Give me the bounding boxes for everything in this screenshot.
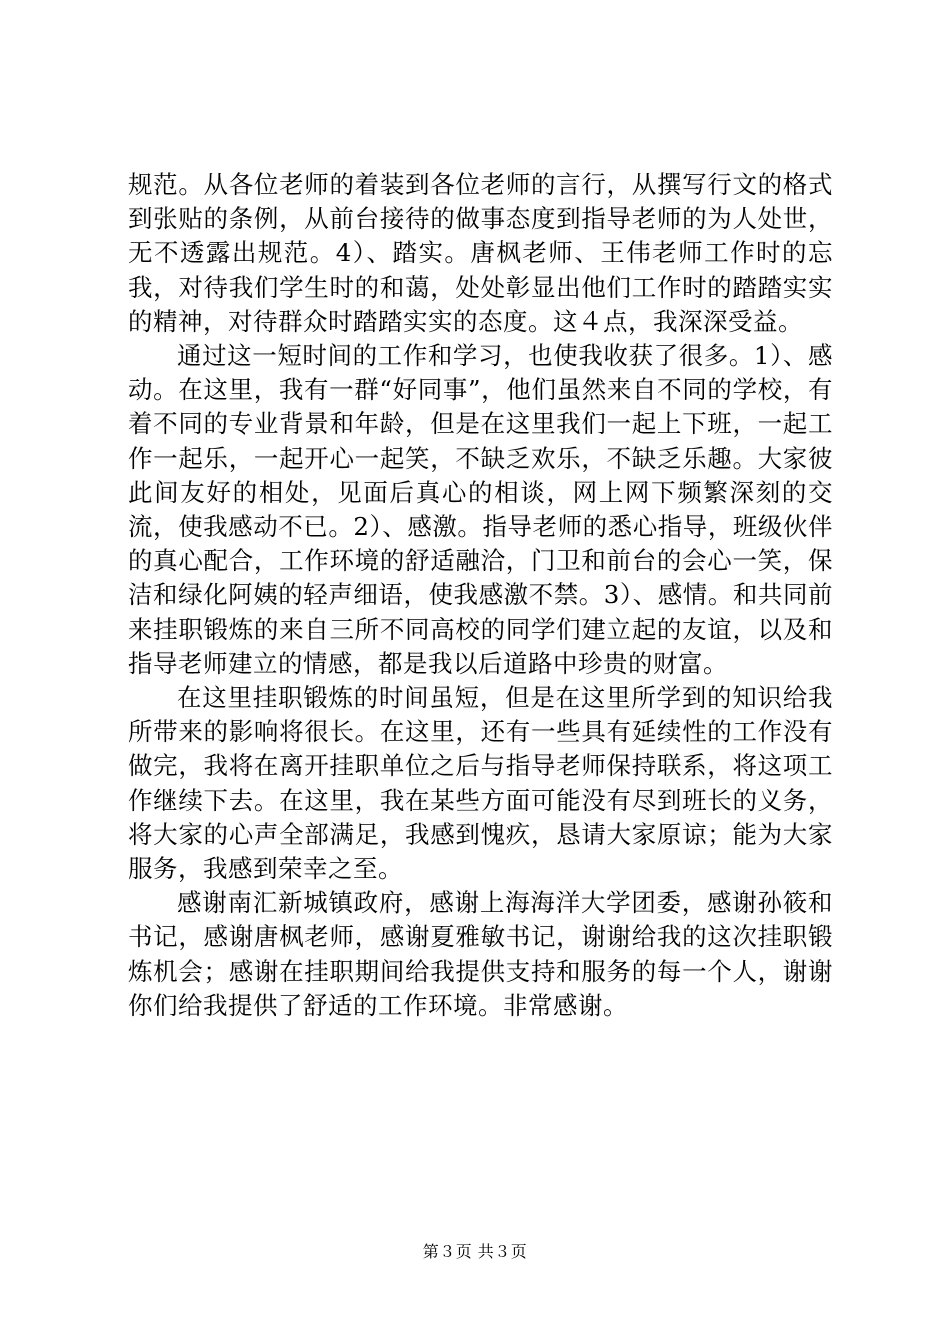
paragraph-continuation: 规范。从各位老师的着装到各位老师的言行，从撰写行文的格式到张贴的条例，从前台接待的做事态度到指导老师的为人处世，无不透露出规范。4）、踏实。唐枫老师、王伟老师工作时的忘我，对待我们学生时的和蔼，处处彰显出他们工作时的踏踏实实的精神，对待群众时踏踏实实的态度。这４点，我深深受益。 [128,170,833,336]
paragraph-gains: 通过这一短时间的工作和学习，也使我收获了很多。1）、感动。在这里，我有一群“好同事”，他们虽然来自不同的学校，有着不同的专业背景和年龄，但是在这里我们一起上下班，一起工作一起乐，一起开心一起笑，不缺乏欢乐，不缺乏乐趣。大家彼此间友好的相处，见面后真心的相谈，网上网下频繁深刻的交流，使我感动不已。2）、感激。指导老师的悉心指导，班级伙伴的真心配合，工作环境的舒适融洽，门卫和前台的会心一笑，保洁和绿化阿姨的轻声细语，使我感激不禁。3）、感情。和共同前来挂职锻炼的来自三所不同高校的同学们建立起的友谊，以及和指导老师建立的情感，都是我以后道路中珍贵的财富。 [128,341,833,678]
paragraph-reflection: 在这里挂职锻炼的时间虽短，但是在这里所学到的知识给我所带来的影响将很长。在这里，还有一些具有延续性的工作没有做完，我将在离开挂职单位之后与指导老师保持联系，将这项工作继续下去。在这里，我在某些方面可能没有尽到班长的义务，将大家的心声全部满足，我感到愧疚，恳请大家原谅；能为大家服务，我感到荣幸之至。 [128,683,833,884]
paragraph-thanks: 感谢南汇新城镇政府，感谢上海海洋大学团委，感谢孙筱和书记，感谢唐枫老师，感谢夏雅敏书记，谢谢给我的这次挂职锻炼机会；感谢在挂职期间给我提供支持和服务的每一个人，谢谢你们给我提供了舒适的工作环境。非常感谢。 [128,888,833,1020]
page-number-footer: 第３页 共３页 [422,1242,528,1261]
document-body [128,168,833,1023]
